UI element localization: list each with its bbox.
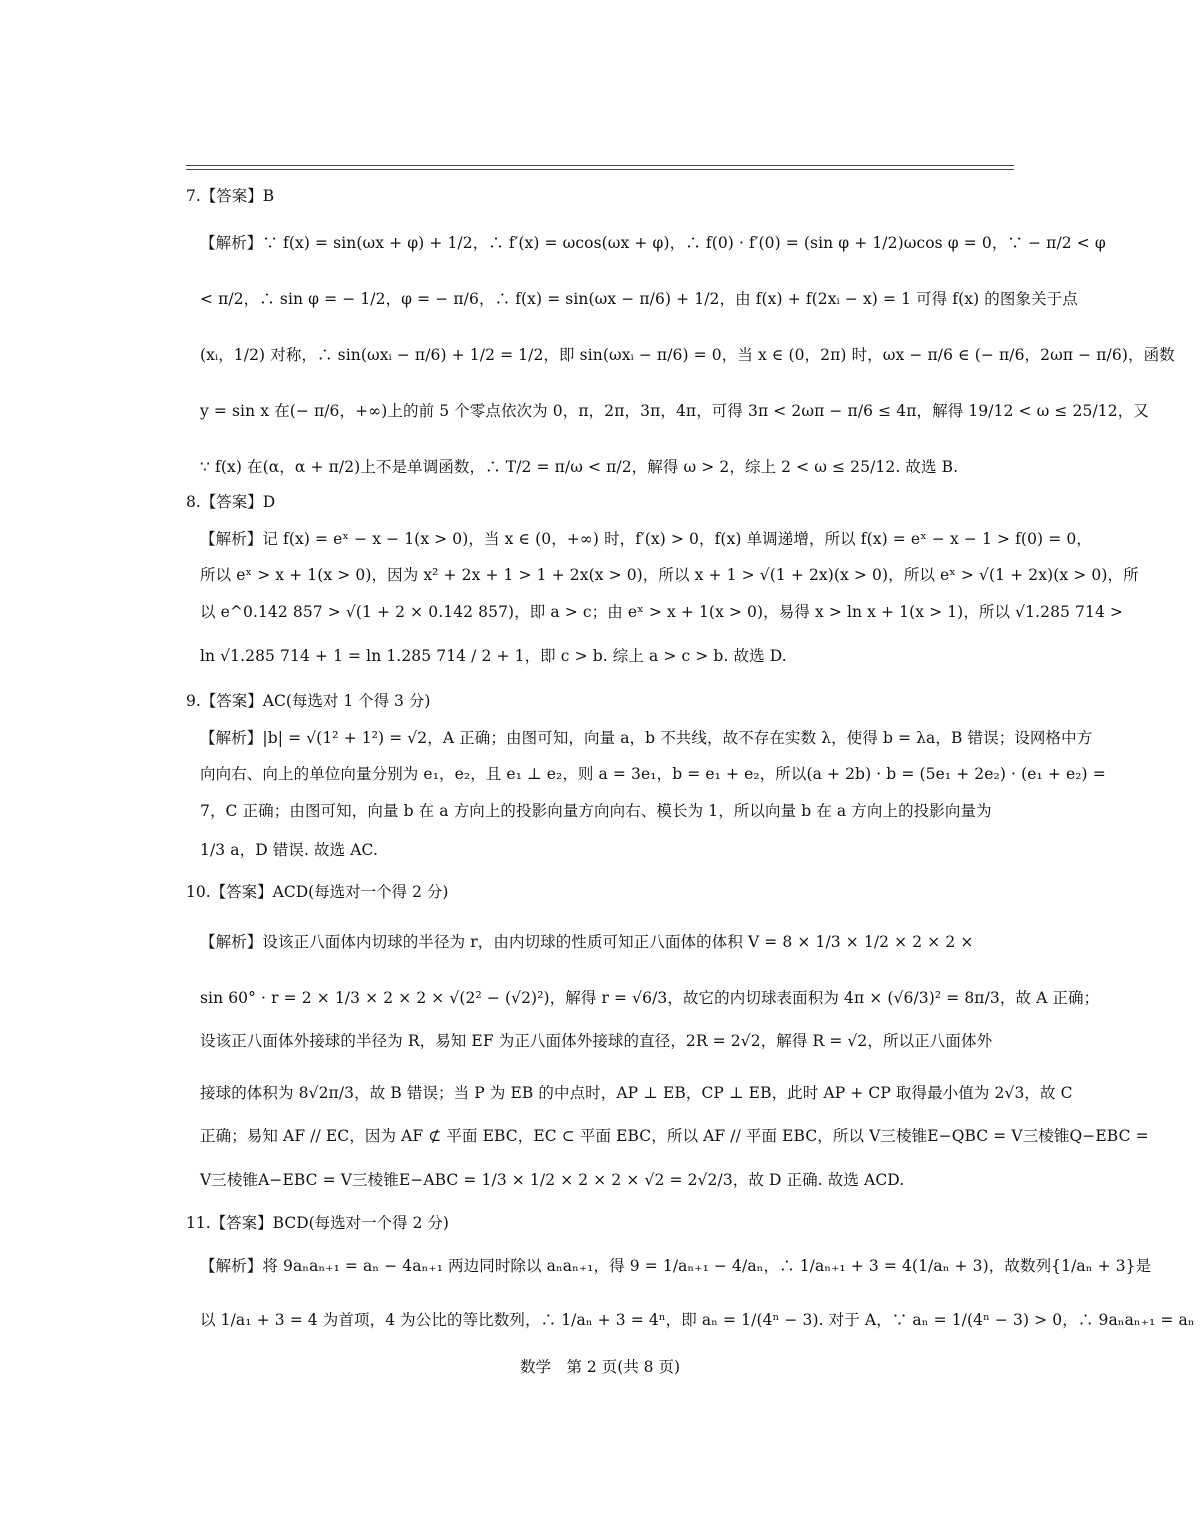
q9-line-4: 1/3 a，D 错误. 故选 AC.: [200, 841, 378, 859]
q10-line-6: V三棱锥A−EBC = V三棱锥E−ABC = 1/3 × 1/2 × 2 × 2 × √2 = 2√2/3，故 D 正确. 故选 ACD.: [200, 1171, 905, 1189]
q7-line-5: ∵ f(x) 在(α，α + π/2)上不是单调函数，∴ T/2 = π/ω < π/2，解得 ω > 2，综上 2 < ω ≤ 25/12. 故选 B.: [200, 458, 959, 476]
q7-line-4: y = sin x 在(− π/6，+∞)上的前 5 个零点依次为 0，π，2π，3π，4π，可得 3π < 2ωπ − π/6 ≤ 4π，解得 19/12 < ω ≤ 25/12，又: [200, 402, 1149, 420]
q8-answer: 8.【答案】D: [186, 493, 276, 511]
q10-line-4: 接球的体积为 8√2π/3，故 B 错误；当 P 为 EB 的中点时，AP ⊥ EB，CP ⊥ EB，此时 AP + CP 取得最小值为 2√3，故 C: [200, 1084, 1073, 1102]
q10-line-1: 【解析】设该正八面体内切球的半径为 r，由内切球的性质可知正八面体的体积 V = 8 × 1/3 × 1/2 × 2 × 2 ×: [200, 933, 974, 951]
top-rule: [186, 165, 1014, 166]
top-rule-2: [186, 169, 1014, 170]
q10-line-3: 设该正八面体外接球的半径为 R，易知 EF 为正八面体外接球的直径，2R = 2√2，解得 R = √2，所以正八面体外: [200, 1032, 993, 1050]
q7-line-3: (xᵢ，1/2) 对称，∴ sin(ωxᵢ − π/6) + 1/2 = 1/2，即 sin(ωxᵢ − π/6) = 0，当 x ∈ (0，2π) 时，ωx − π/6 ∈ (− π/6，2ωπ − π/6)，函数: [200, 346, 1175, 364]
q11-line-2: 以 1/a₁ + 3 = 4 为首项，4 为公比的等比数列，∴ 1/aₙ + 3 = 4ⁿ，即 aₙ = 1/(4ⁿ − 3). 对于 A，∵ aₙ = 1/(4ⁿ − 3) > 0，∴ 9aₙaₙ₊₁ = aₙ: [200, 1311, 1195, 1329]
q7-line-2: < π/2，∴ sin φ = − 1/2，φ = − π/6，∴ f(x) = sin(ωx − π/6) + 1/2，由 f(x) + f(2xᵢ − x) = 1 可得 f(x) 的图象关于点: [200, 290, 1078, 308]
q9-line-1: 【解析】|b| = √(1² + 1²) = √2，A 正确；由图可知，向量 a，b 不共线，故不存在实数 λ，使得 b = λa，B 错误；设网格中方: [200, 729, 1093, 747]
q9-line-2: 向向右、向上的单位向量分别为 e₁，e₂，且 e₁ ⊥ e₂，则 a = 3e₁，b = e₁ + e₂，所以(a + 2b) · b = (5e₁ + 2e₂) · (e₁ + e₂) =: [200, 765, 1106, 783]
q11-line-1: 【解析】将 9aₙaₙ₊₁ = aₙ − 4aₙ₊₁ 两边同时除以 aₙaₙ₊₁，得 9 = 1/aₙ₊₁ − 4/aₙ，∴ 1/aₙ₊₁ + 3 = 4(1/aₙ + 3)，故数列{1/aₙ + 3}是: [200, 1257, 1152, 1275]
q8-line-4: ln √1.285 714 + 1 = ln 1.285 714 / 2 + 1，即 c > b. 综上 a > c > b. 故选 D.: [200, 647, 787, 665]
q8-line-2: 所以 eˣ > x + 1(x > 0)，因为 x² + 2x + 1 > 1 + 2x(x > 0)，所以 x + 1 > √(1 + 2x)(x > 0)，所以 eˣ > √(1 + 2x)(x > 0)，所: [200, 566, 1139, 584]
q8-line-3: 以 e^0.142 857 > √(1 + 2 × 0.142 857)，即 a > c；由 eˣ > x + 1(x > 0)，易得 x > ln x + 1(x > 1)，所以 √1.285 714 >: [200, 603, 1124, 621]
q7-answer: 7.【答案】B: [186, 187, 275, 205]
q10-line-2: sin 60° · r = 2 × 1/3 × 2 × 2 × √(2² − (√2)²)，解得 r = √6/3，故它的内切球表面积为 4π × (√6/3)² = 8π/3，故 A 正确；: [200, 989, 1100, 1007]
q11-answer: 11.【答案】BCD(每选对一个得 2 分): [186, 1214, 449, 1232]
q10-line-5: 正确；易知 AF // EC，因为 AF ⊄ 平面 EBC，EC ⊂ 平面 EBC，所以 AF // 平面 EBC，所以 V三棱锥E−QBC = V三棱锥Q−EBC =: [200, 1127, 1149, 1145]
q10-answer: 10.【答案】ACD(每选对一个得 2 分): [186, 883, 449, 901]
q7-line-1: 【解析】∵ f(x) = sin(ωx + φ) + 1/2，∴ f′(x) = ωcos(ωx + φ)，∴ f(0) · f′(0) = (sin φ + 1/2)ωcos φ = 0，∵ − π/2 < φ: [200, 234, 1106, 252]
q9-answer: 9.【答案】AC(每选对 1 个得 3 分): [186, 692, 431, 710]
page-footer: 数学 第 2 页(共 8 页): [519, 1358, 681, 1376]
q8-line-1: 【解析】记 f(x) = eˣ − x − 1(x > 0)，当 x ∈ (0，+∞) 时，f′(x) > 0，f(x) 单调递增，所以 f(x) = eˣ − x − 1 > f(0) = 0，: [200, 530, 1092, 548]
q9-line-3: 7，C 正确；由图可知，向量 b 在 a 方向上的投影向量方向向右、模长为 1，所以向量 b 在 a 方向上的投影向量为: [200, 802, 992, 820]
